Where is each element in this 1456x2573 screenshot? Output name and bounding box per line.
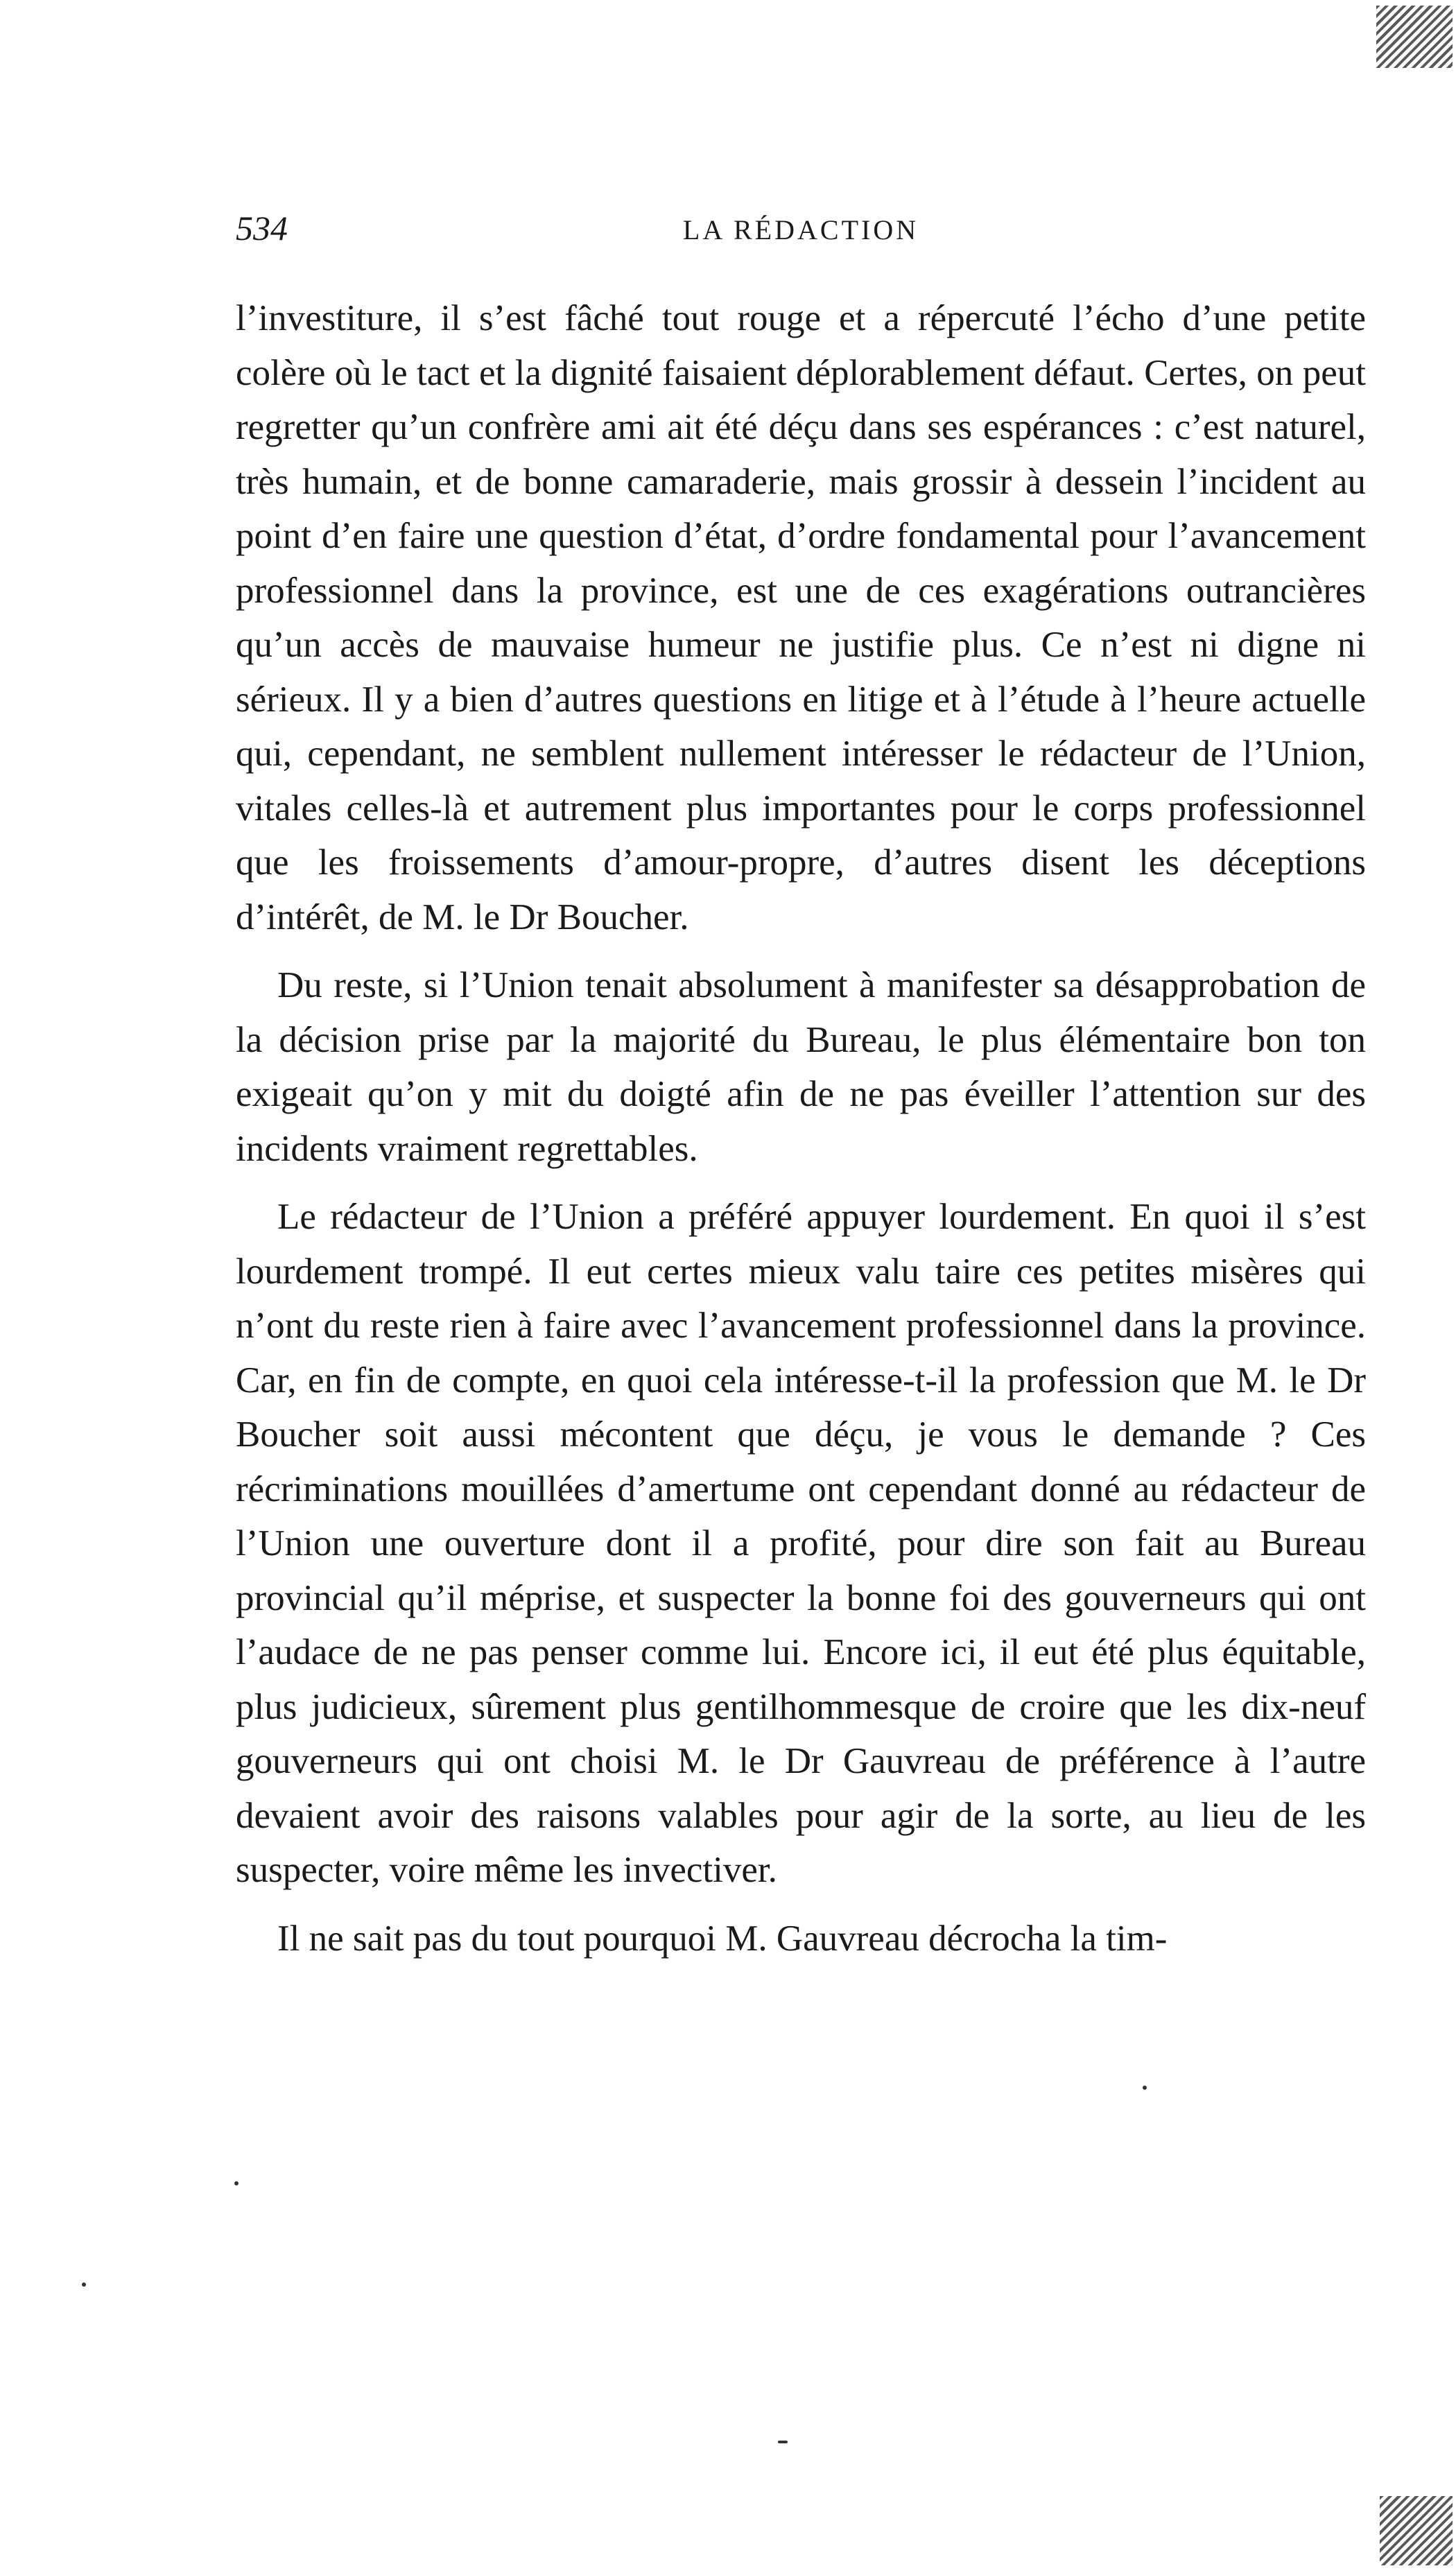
paragraph-1: l’investiture, il s’est fâché tout rouge et a répercuté l’écho d’une petite colère où le tact et la dignité faisaient déplorablement défaut. Certes, on peut regretter qu’un confrère ami ait été déçu dans ses espérances : c’est naturel, très humain, et de bonne camaraderie, mais grossir à dessein l’incident au point d’en faire une question d’état, d’ordre fondamental pour l’avancement professionnel dans la province, est une de ces exagérations outrancières qu’un accès de mauvaise humeur ne justifie plus. Ce n’est ni digne ni sérieux. Il y a bien d’autres questions en litige et à l’étude à l’heure actuelle qui, cependant, ne semblent nullement intéresser le rédacteur de l’Union, vitales celles-là et autrement plus importantes pour le corps professionnel que les froissements d’amour-propre, d’autres disent les déceptions d’intérêt, de M. le Dr Boucher.: [236, 298, 1366, 937]
running-head: LA RÉDACTION: [682, 214, 919, 245]
scan-speck: [1143, 2086, 1147, 2090]
page-header: [236, 208, 1366, 257]
scan-speck: [234, 2181, 239, 2185]
page-number: 534: [236, 209, 288, 248]
body-text: [236, 291, 1366, 1979]
scan-artifact-bottom-right: [1380, 2496, 1453, 2565]
scan-speck: [82, 2282, 86, 2287]
paragraph-3: Le rédacteur de l’Union a préféré appuyer lourdement. En quoi il s’est lourdement trompé. Il eut certes mieux valu taire ces petites misères qui n’ont du reste rien à faire avec l’avancement professionnel dans la province. Car, en fin de compte, en quoi cela intéresse-t-il la profession que M. le Dr Boucher soit aussi mécontent que déçu, je vous le demande ? Ces récriminations mouillées d’amertume ont cependant donné au rédacteur de l’Union une ouverture dont il a profité, pour dire son fait au Bureau provincial qu’il méprise, et suspecter la bonne foi des gouverneurs qui ont l’audace de ne pas penser comme lui. Encore ici, il eut été plus équitable, plus judicieux, sûrement plus gentilhommesque de croire que les dix-neuf gouverneurs qui ont choisi M. le Dr Gauvreau de préférence à l’autre devaient avoir des raisons valables pour agir de la sorte, au lieu de les suspecter, voire même les invectiver.: [236, 1197, 1366, 1890]
scan-speck: [778, 2441, 788, 2443]
scan-artifact-top-right: [1376, 6, 1453, 68]
paragraph-4: Il ne sait pas du tout pourquoi M. Gauvreau décrocha la tim-: [277, 1918, 1168, 1959]
paragraph-2: Du reste, si l’Union tenait absolument à manifester sa désapprobation de la décision prise par la majorité du Bureau, le plus élémentaire bon ton exigeait qu’on y mit du doigté afin de ne pas éveiller l’attention sur des incidents vraiment regrettables.: [236, 965, 1366, 1169]
